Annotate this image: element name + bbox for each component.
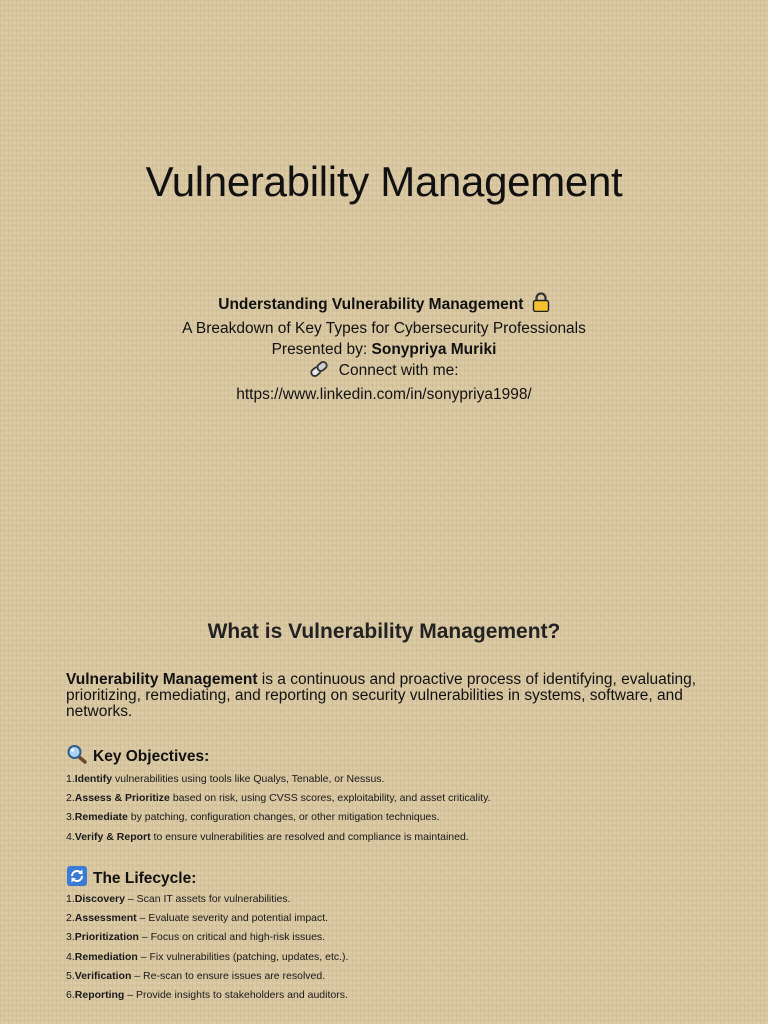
list-item: 4.Verify & Report to ensure vulnerabilities are resolved and compliance is maintained. bbox=[66, 830, 469, 843]
list-item: 6.Reporting – Provide insights to stakeholders and auditors. bbox=[66, 988, 348, 1001]
list-item: 2.Assess & Prioritize based on risk, using CVSS scores, exploitability, and asset criticality. bbox=[66, 792, 491, 805]
intro-term: Vulnerability Management bbox=[66, 671, 258, 688]
connect-line bbox=[0, 360, 768, 384]
list-item: 3.Prioritization – Focus on critical and high-risk issues. bbox=[66, 931, 326, 944]
section-title: What is Vulnerability Management? bbox=[207, 620, 561, 643]
connect-text: Connect with me: bbox=[338, 362, 459, 379]
link-icon bbox=[309, 360, 329, 384]
subtitle-line bbox=[0, 292, 768, 318]
cycle-arrows-icon bbox=[66, 865, 88, 892]
objectives-list bbox=[66, 770, 726, 847]
intro-paragraph bbox=[66, 672, 706, 720]
lock-icon bbox=[532, 292, 550, 318]
content-slide bbox=[0, 576, 768, 1024]
list-item: 3.Remediate by patching, configuration changes, or other mitigation techniques. bbox=[66, 811, 440, 824]
lifecycle-list bbox=[66, 890, 726, 1005]
presented-prefix: Presented by: bbox=[271, 341, 372, 358]
objectives-heading-text: Key Objectives: bbox=[93, 747, 210, 765]
linkedin-link[interactable]: https://www.linkedin.com/in/sonypriya1998/ bbox=[236, 386, 532, 403]
slide-title: Vulnerability Management bbox=[145, 158, 623, 205]
objectives-heading bbox=[66, 744, 209, 769]
magnifier-icon bbox=[66, 744, 88, 769]
list-item: 5.Verification – Re-scan to ensure issues are resolved. bbox=[66, 969, 326, 982]
presenter-name: Sonypriya Muriki bbox=[371, 341, 497, 358]
subtitle-heading: Understanding Vulnerability Management bbox=[218, 296, 524, 313]
tagline: A Breakdown of Key Types for Cybersecurity Professionals bbox=[182, 320, 586, 337]
list-item: 4.Remediation – Fix vulnerabilities (patching, updates, etc.). bbox=[66, 950, 349, 963]
lifecycle-heading bbox=[66, 865, 196, 892]
lifecycle-heading-text: The Lifecycle: bbox=[93, 869, 197, 887]
list-item: 1.Discovery – Scan IT assets for vulnerabilities. bbox=[66, 893, 291, 905]
intro-text: is a continuous and proactive process of identifying, evaluating, prioritizing, remediating, and reporting on security vulnerabilities in systems, software, and networks. bbox=[66, 671, 697, 720]
list-item: 1.Identify vulnerabilities using tools like Qualys, Tenable, or Nessus. bbox=[66, 773, 385, 785]
list-item: 2.Assessment – Evaluate severity and potential impact. bbox=[66, 912, 329, 925]
presenter-line bbox=[0, 339, 768, 360]
subtitle-block bbox=[0, 292, 768, 405]
